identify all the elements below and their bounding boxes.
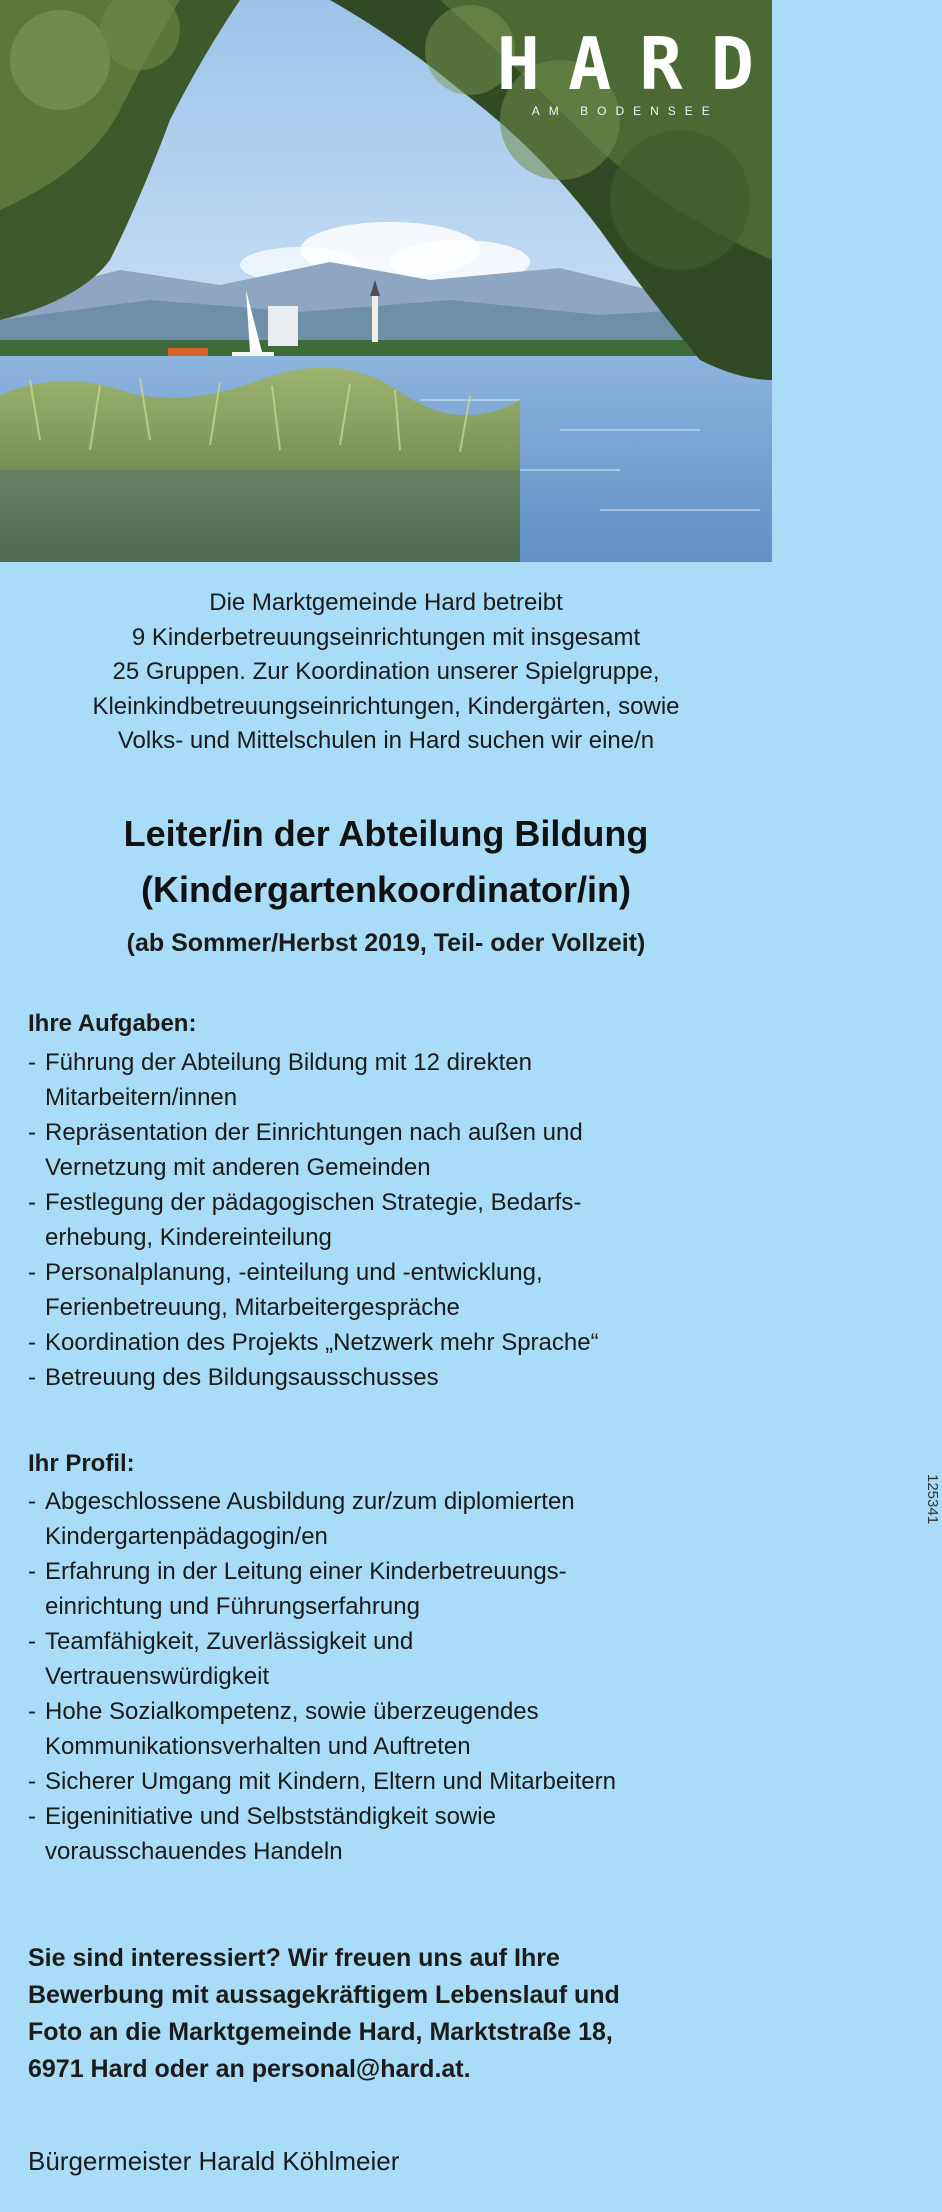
list-item: - Personalplanung, -einteilung und -entwicklung, Ferienbetreuung, Mitarbeitergespräche: [28, 1255, 758, 1325]
intro-line: 25 Gruppen. Zur Koordination unserer Spielgruppe,: [112, 658, 660, 685]
logo-tagline: AM BODENSEE: [531, 104, 719, 118]
signature: Bürgermeister Harald Köhlmeier: [28, 2146, 400, 2176]
list-item-line: Betreuung des Bildungsausschusses: [45, 1364, 439, 1391]
ad-code-text: 125341: [924, 1474, 941, 1525]
list-item-line: einrichtung und Führungserfahrung: [45, 1593, 420, 1620]
intro-line: 9 Kinderbetreuungseinrichtungen mit insgesamt: [131, 623, 641, 651]
list-item-line: Ferienbetreuung, Mitarbeitergespräche: [45, 1294, 460, 1321]
list-item-line: Mitarbeitern/innen: [45, 1084, 238, 1111]
list-item: - Erfahrung in der Leitung einer Kinderbetreuungs- einrichtung und Führungserfahrung: [28, 1554, 758, 1624]
list-item-line: Kindergartenpädagogin/en: [45, 1523, 328, 1550]
list-item-line: Sicherer Umgang mit Kindern, Eltern und Mitarbeitern: [45, 1768, 616, 1795]
job-title: [0, 806, 772, 918]
list-item-line: Vertrauenswürdigkeit: [45, 1663, 270, 1690]
hard-logo: [496, 22, 782, 118]
list-item: - Repräsentation der Einrichtungen nach außen und Vernetzung mit anderen Gemeinden: [28, 1115, 758, 1185]
list-item-line: vorausschauendes Handeln: [45, 1838, 343, 1865]
list-item: - Festlegung der pädagogischen Strategie, Bedarfs- erhebung, Kindereinteilung: [28, 1185, 758, 1255]
list-item-line: Kommunikationsverhalten und Auftreten: [45, 1733, 471, 1760]
job-subtitle: (ab Sommer/Herbst 2019, Teil- oder Vollzeit): [126, 929, 646, 957]
list-item: - Koordination des Projekts „Netzwerk mehr Sprache“: [28, 1325, 758, 1360]
intro-line: Die Marktgemeinde Hard betreibt: [209, 589, 563, 616]
job-ad-body: [0, 562, 772, 2212]
list-item-line: Eigeninitiative und Selbstständigkeit sowie: [45, 1803, 496, 1830]
tasks-heading: Ihre Aufgaben:: [28, 1010, 197, 1037]
list-item-line: Vernetzung mit anderen Gemeinden: [45, 1154, 431, 1181]
ad-code: [752, 1474, 941, 1644]
lake-photo: [0, 0, 782, 562]
closing-line: Bewerbung mit aussagekräftigem Lebenslauf und: [28, 1981, 620, 2009]
list-item-line: Personalplanung, -einteilung und -entwicklung,: [45, 1259, 543, 1286]
list-item-line: Erfahrung in der Leitung einer Kinderbetreuungs-: [45, 1558, 567, 1585]
list-item-line: Koordination des Projekts „Netzwerk mehr Sprache“: [45, 1329, 599, 1356]
profile-list: [28, 1484, 758, 1869]
list-item-line: Abgeschlossene Ausbildung zur/zum diplomierten: [45, 1488, 575, 1515]
list-item-line: erhebung, Kindereinteilung: [45, 1224, 332, 1251]
job-title-line: (Kindergartenkoordinator/in): [140, 869, 631, 910]
closing-line: Sie sind interessiert? Wir freuen uns auf Ihre: [28, 1944, 560, 1972]
intro-line: Kleinkindbetreuungseinrichtungen, Kindergärten, sowie: [92, 692, 680, 720]
list-item: - Eigeninitiative und Selbstständigkeit sowie vorausschauendes Handeln: [28, 1799, 758, 1869]
closing-line: 6971 Hard oder an personal@hard.at.: [28, 2055, 471, 2083]
list-item: - Betreuung des Bildungsausschusses: [28, 1360, 758, 1395]
tasks-list: [28, 1045, 758, 1395]
list-item-line: Teamfähigkeit, Zuverlässigkeit und: [45, 1628, 414, 1655]
intro-paragraph: [20, 586, 752, 759]
list-item: - Führung der Abteilung Bildung mit 12 direkten Mitarbeitern/innen: [28, 1045, 758, 1115]
list-item: - Abgeschlossene Ausbildung zur/zum diplomierten Kindergartenpädagogin/en: [28, 1484, 758, 1554]
intro-line: Volks- und Mittelschulen in Hard suchen wir eine/n: [117, 727, 655, 754]
list-item-line: Hohe Sozialkompetenz, sowie überzeugendes: [45, 1698, 539, 1725]
application-call: [28, 1940, 748, 2088]
logo-word: HARD: [496, 22, 782, 106]
list-item-line: Führung der Abteilung Bildung mit 12 direkten: [45, 1049, 532, 1076]
list-item-line: Repräsentation der Einrichtungen nach außen und: [45, 1119, 583, 1146]
closing-line: Foto an die Marktgemeinde Hard, Marktstraße 18,: [28, 2018, 613, 2046]
list-item-line: Festlegung der pädagogischen Strategie, Bedarfs-: [45, 1189, 582, 1216]
job-title-line: Leiter/in der Abteilung Bildung: [123, 813, 649, 854]
list-item: - Hohe Sozialkompetenz, sowie überzeugendes Kommunikationsverhalten und Auftreten: [28, 1694, 758, 1764]
profile-heading: Ihr Profil:: [28, 1450, 135, 1477]
list-item: - Teamfähigkeit, Zuverlässigkeit und Vertrauenswürdigkeit: [28, 1624, 758, 1694]
list-item: - Sicherer Umgang mit Kindern, Eltern und Mitarbeitern: [28, 1764, 758, 1799]
